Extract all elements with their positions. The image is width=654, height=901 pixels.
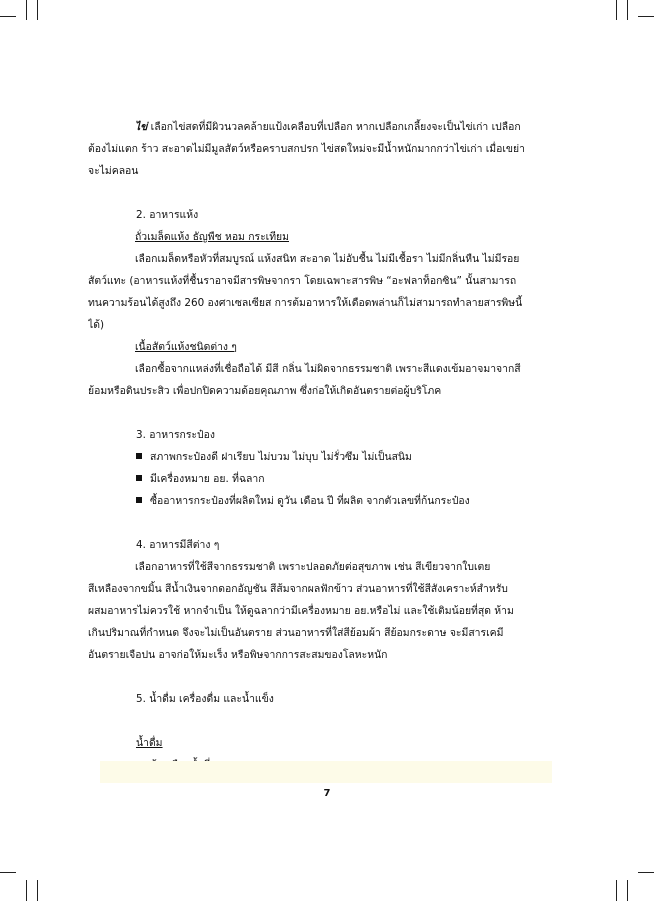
egg-paragraph-line: จะไม่คลอน [88,165,139,177]
list-item: สภาพกระป๋องดี ฝาเรียบ ไม่บวม ไม่บุบ ไม่รั่วซึม ไม่เป็นสนิม [88,446,555,468]
subheading-grains: ถั่วเมล็ดแห้ง ธัญพืช หอม กระเทียม [135,231,289,243]
crop-mark [616,0,617,20]
page-body [88,116,555,776]
bullet-square-icon [136,497,142,503]
colored-paragraph-line: สีเหลืองจากขมิ้น สีน้ำเงินจากดอกอัญชัน สีส้มจากผลฟักข้าว ส่วนอาหารที่ใช้สีสังเคราะห์สำหรับ [88,583,508,595]
meat-paragraph-line: ย้อมหรือดินประสิว เพื่อปกปิดความด้อยคุณภาพ ซึ่งก่อให้เกิดอันตรายต่อผู้บริโภค [88,385,442,397]
crop-mark [627,0,628,20]
bullet-square-icon [136,453,142,459]
egg-paragraph-line: ต้องไม่แตก ร้าว สะอาดไม่มีมูลสัตว์หรือคราบสกปรก ไข่สดใหม่จะมีน้ำหนักมากกว่าไข่เก่า เมื่อเขย่า [88,143,525,155]
section-heading-water: 5. น้ำดื่ม เครื่องดื่ม และน้ำแข็ง [136,693,274,705]
egg-label: ไข่ [135,121,148,133]
colored-paragraph-line: เลือกอาหารที่ใช้สีจากธรรมชาติ เพราะปลอดภัยต่อสุขภาพ เช่น สีเขียวจากใบเตย [135,561,491,573]
section-heading-canned: 3. อาหารกระป๋อง [136,429,215,441]
list-item: ซื้ออาหารกระป๋องที่ผลิตใหม่ ดูวัน เดือน ปี ที่ผลิต จากตัวเลขที่ก้นกระป๋อง [88,490,555,512]
crop-mark [0,16,16,17]
colored-paragraph-line: อันตรายเจือปน อาจก่อให้มะเร็ง หรือพิษจากการสะสมของโลหะหนัก [88,649,388,661]
colored-paragraph-line: เกินปริมาณที่กำหนด จึงจะไม่เป็นอันตราย ส่วนอาหารที่ใส่สีย้อมผ้า สีย้อมกระดาษ จะมีสารเคมี [88,627,504,639]
crop-mark [26,0,27,20]
meat-paragraph-line: เลือกซื้อจากแหล่งที่เชื่อถือได้ มีสี กลิ่น ไม่ผิดจากธรรมชาติ เพราะสีแดงเข้มอาจมาจากสี [135,363,521,375]
crop-mark [37,880,38,901]
crop-mark [638,16,654,17]
crop-mark [26,880,27,901]
dry-paragraph-line: สัตว์แทะ (อาหารแห้งที่ชื้นราอาจมีสารพิษจากรา โดยเฉพาะสารพิษ “อะฟลาท็อกซิน” นั้นสามารถ [88,275,517,287]
list-item: มีเครื่องหมาย อย. ที่ฉลาก [88,468,555,490]
page-number: 7 [323,788,331,799]
egg-paragraph-line: ไข่ เลือกไข่สดที่มีผิวนวลคล้ายแป้งเคลือบที่เปลือก หากเปลือกเกลี้ยงจะเป็นไข่เก่า เปลือก [135,121,521,133]
subheading-drinking-water: น้ำดื่ม [136,737,163,749]
crop-mark [638,872,654,873]
section-heading-colored: 4. อาหารมีสีต่าง ๆ [136,539,220,551]
crop-mark [37,0,38,20]
section-heading-dry: 2. อาหารแห้ง [136,209,199,221]
colored-paragraph-line: ผสมอาหารไม่ควรใช้ หากจำเป็น ให้ดูฉลากว่ามีเครื่องหมาย อย.หรือไม่ และใช้เติมน้อยที่สุด ห้าม [88,605,514,617]
dry-paragraph-line: เลือกเมล็ดหรือหัวที่สมบูรณ์ แห้งสนิท สะอาด ไม่อับชื้น ไม่มีเชื้อรา ไม่มีกลิ่นหืน ไม่มีรอย [135,253,520,265]
crop-mark [627,880,628,901]
crop-mark [616,880,617,901]
dry-paragraph-line: ได้) [88,319,105,331]
dry-paragraph-line: ทนความร้อนได้สูงถึง 260 องศาเซลเซียส การต้มอาหารให้เดือดพล่านก็ไม่สามารถทำลายสารพิษนี้ [88,297,523,309]
subheading-dried-meat: เนื้อสัตว์แห้งชนิดต่าง ๆ [135,341,237,353]
bullet-square-icon [136,475,142,481]
footer-band [100,761,552,783]
crop-mark [0,872,16,873]
